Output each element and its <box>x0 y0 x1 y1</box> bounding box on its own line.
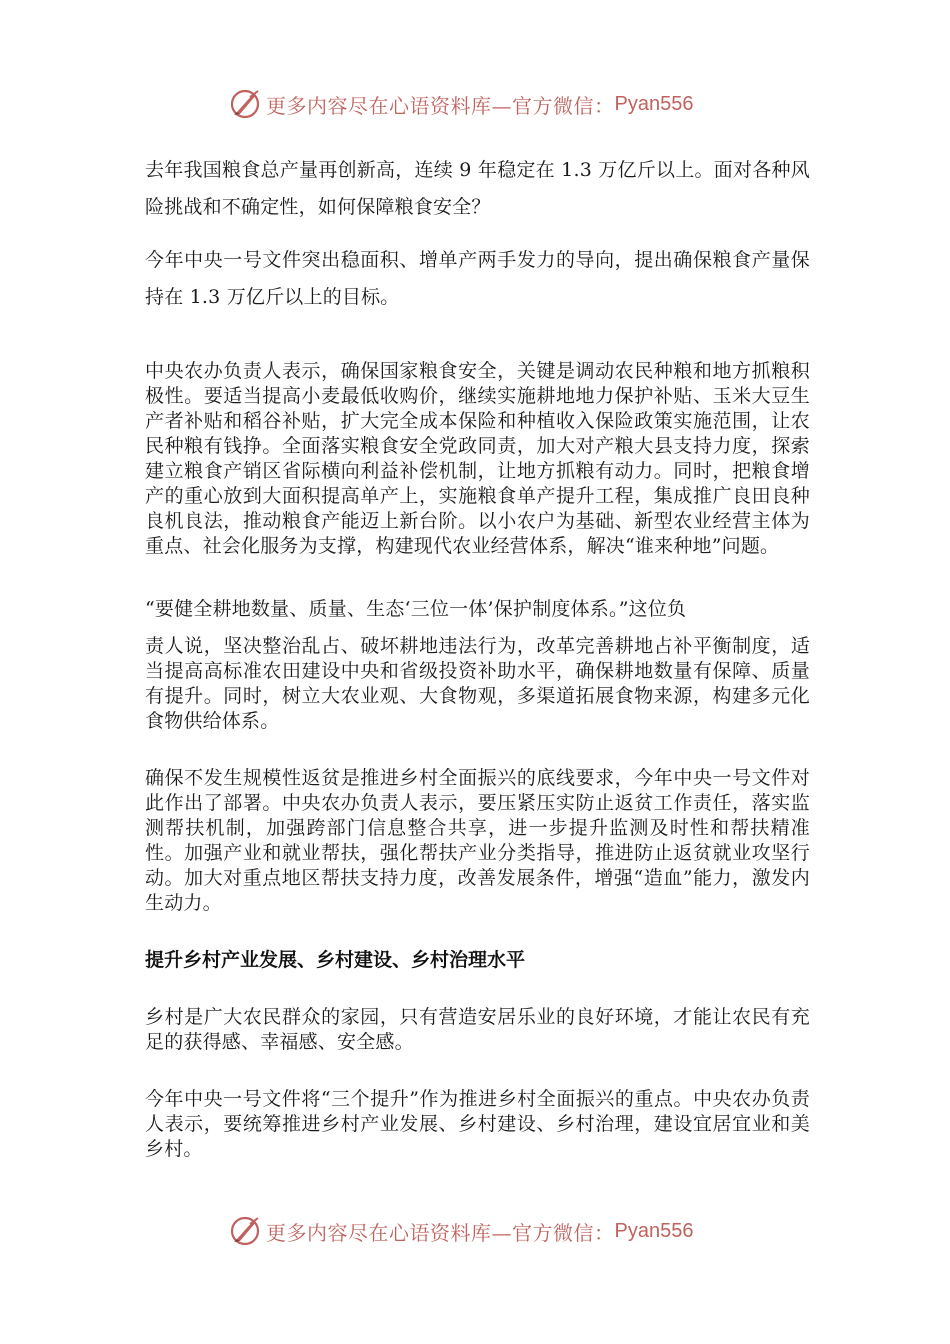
quill-logo-icon <box>228 1214 262 1248</box>
paragraph-4: “要健全耕地数量、质量、生态‘三位一体’保护制度体系。”这位负 <box>145 598 687 620</box>
header-banner-text: 更多内容尽在心语资料库—官方微信： <box>266 93 615 118</box>
footer-wechat-id: Pyan556 <box>614 1219 694 1242</box>
footer-banner-text: 更多内容尽在心语资料库—官方微信： <box>266 1220 615 1245</box>
paragraph-1: 去年我国粮食总产量再创新高，连续 9 年稳定在 1.3 万亿斤以上。面对各种风险挑战和不确定性，如何保障粮食安全？ <box>145 159 810 218</box>
paragraph-6: 确保不发生规模性返贫是推进乡村全面振兴的底线要求，今年中央一号文件对此作出了部署。中央农办负责人表示，要压紧压实防止返贫工作责任，落实监测帮扶机制，加强跨部门信息整合共享，进一步提升监测及时性和帮扶精准性。加强产业和就业帮扶，强化帮扶产业分类指导，推进防止返贫就业攻坚行动。加大对重点地区帮扶支持力度，改善发展条件，增强“造血”能力，激发内生动力。 <box>145 767 810 914</box>
paragraph-7: 乡村是广大农民群众的家园，只有营造安居乐业的良好环境，才能让农民有充足的获得感、幸福感、安全感。 <box>145 1006 810 1053</box>
header-wechat-id: Pyan556 <box>614 92 694 115</box>
paragraph-3: 中央农办负责人表示，确保国家粮食安全，关键是调动农民种粮和地方抓粮积极性。要适当提高小麦最低收购价，继续实施耕地地力保护补贴、玉米大豆生产者补贴和稻谷补贴，扩大完全成本保险和种植收入保险政策实施范围，让农民种粮有钱挣。全面落实粮食安全党政同责，加大对产粮大县支持力度，探索建立粮食产销区省际横向利益补偿机制，让地方抓粮有动力。同时，把粮食增产的重心放到大面积提高单产上，实施粮食单产提升工程，集成推广良田良种良机良法，推动粮食产能迈上新台阶。以小农户为基础、新型农业经营主体为重点、社会化服务为支撑，构建现代农业经营体系，解决“谁来种地”问题。 <box>145 360 810 557</box>
section-heading: 提升乡村产业发展、乡村建设、乡村治理水平 <box>145 949 526 971</box>
footer-banner <box>228 1211 693 1251</box>
paragraph-8: 今年中央一号文件将“三个提升”作为推进乡村全面振兴的重点。中央农办负责人表示，要统筹推进乡村产业发展、乡村建设、乡村治理，建设宜居宜业和美乡村。 <box>145 1088 810 1160</box>
header-banner <box>228 84 693 124</box>
paragraph-5: 责人说，坚决整治乱占、破坏耕地违法行为，改革完善耕地占补平衡制度，适当提高高标准农田建设中央和省级投资补助水平，确保耕地数量有保障、质量有提升。同时，树立大农业观、大食物观，多渠道拓展食物来源，构建多元化食物供给体系。 <box>145 635 810 732</box>
article-body <box>145 152 810 1162</box>
quill-logo-icon <box>228 87 262 121</box>
paragraph-2: 今年中央一号文件突出稳面积、增单产两手发力的导向，提出确保粮食产量保持在 1.3 万亿斤以上的目标。 <box>145 249 810 308</box>
